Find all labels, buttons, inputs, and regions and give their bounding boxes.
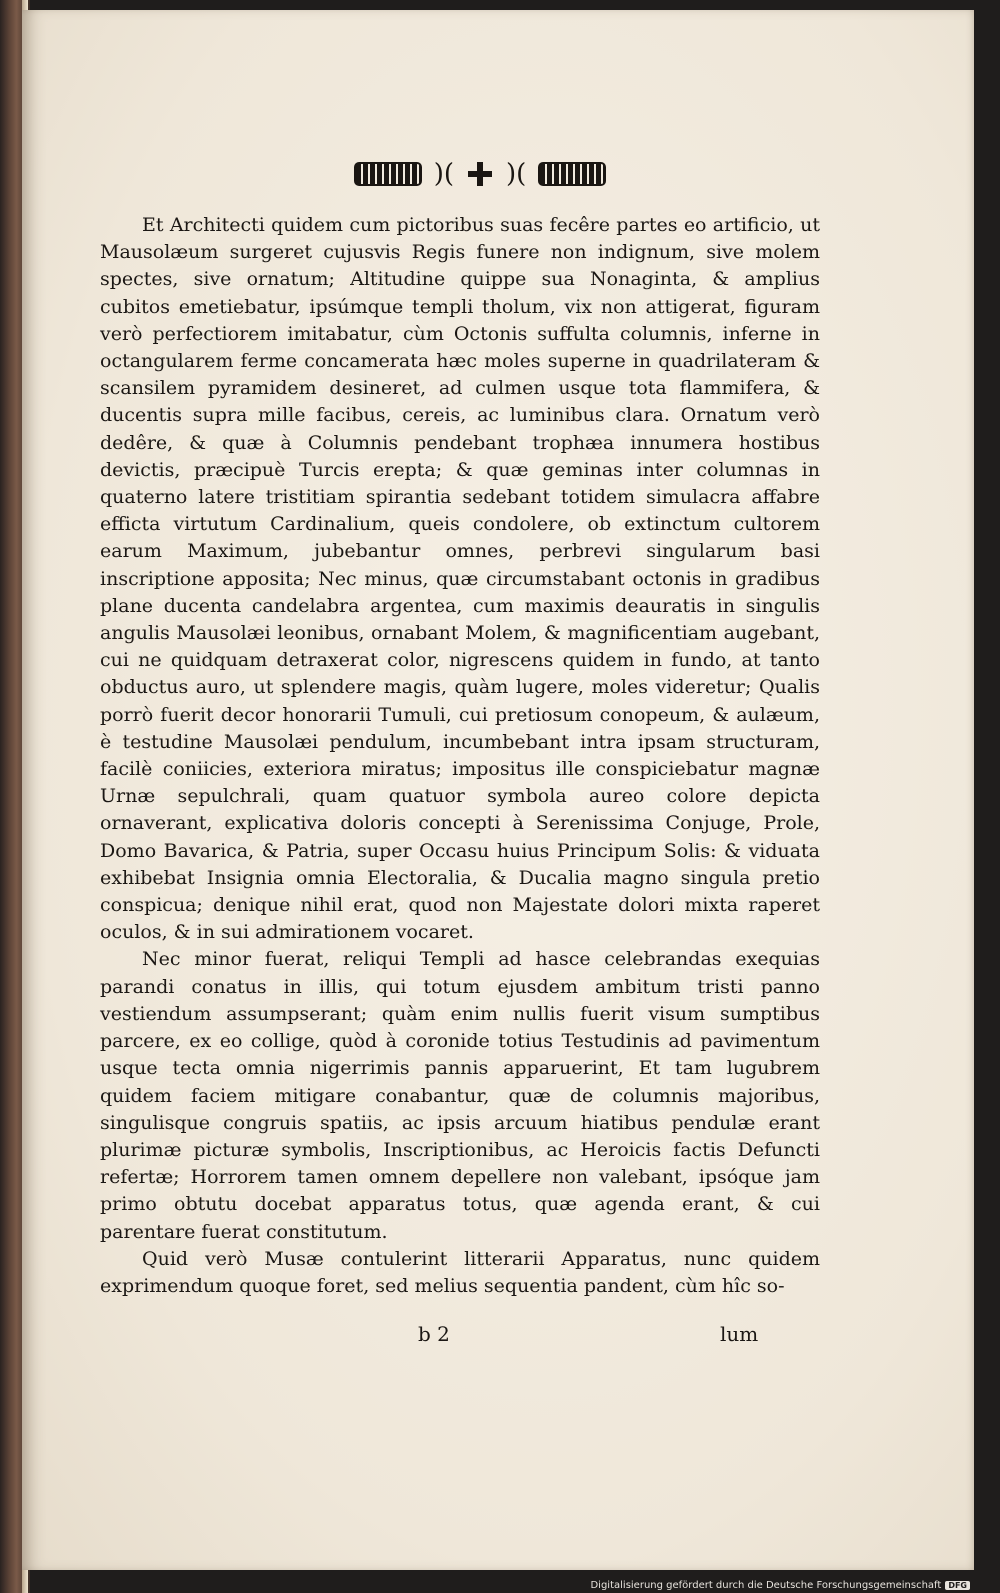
header-ornament [330, 158, 630, 190]
dfg-logo-icon: DFG [945, 1581, 970, 1590]
body-text [100, 212, 820, 1300]
paragraph-2: Nec minor fuerat, reliqui Templi ad hasce celebrandas exequias parandi conatus in illis, qui totum ejusdem ambitum tristi panno vestiendum assumpserant; quàm enim nullis fuerit visum sumptibus parcere, ex eo collige, quòd à coronide totius Testudinis ad pavimentum usque tecta omnia nigerrimis pannis apparuerint, Et tam lugubrem quidem faciem mitigare conabantur, quæ de columnis majoribus, singulisque congruis spatiis, ac ipsis arcuum hiatibus pendulæ erant plurimæ picturæ symbolis, Inscriptionibus, ac Heroicis factis Defuncti refertæ; Horrorem tamen omnem depellere non valebant, ipsóque jam primo obtutu docebat apparatus totus, quæ agenda erant, & cui parentare fuerat constitutum. [100, 948, 820, 1243]
credit-text: Digitalisierung gefördert durch die Deutsche Forschungsgemeinschaft [590, 1580, 942, 1591]
digitization-credit [590, 1580, 970, 1591]
ornament-bracket-right-icon: )( [506, 159, 527, 189]
ornament-band-left-icon [356, 164, 420, 184]
paragraph-3: Quid verò Musæ contulerint litterarii Apparatus, nunc quidem exprimendum quoque foret, sed melius sequentia pandent, cùm hîc so- [100, 1247, 820, 1297]
catchword: lum [720, 1322, 759, 1346]
paragraph-1: Et Architecti quidem cum pictoribus suas fecêre partes eo artificio, ut Mausolæum surgeret cujusvis Regis funere non indignum, sive molem spectes, sive ornatum; Altitudine quippe sua Nonaginta, & amplius cubitos emetiebatur, ipsúmque templi tholum, vix non attigerat, figuram verò perfectiorem imitabatur, cùm Octonis suffulta columnis, inferne in octangularem ferme concamerata hæc moles superne in quadrilateram & scansilem pyramidem desineret, ad culmen usque tota flammifera, & ducentis supra mille facibus, cereis, ac luminibus clara. Ornatum verò dedêre, & quæ à Columnis pendebant trophæa innumera hostibus devictis, præcipuè Turcis erepta; & quæ geminas inter columnas in quaterno latere tristitiam spirantia sedebant totidem simulacra affabre efficta virtutum Cardinalium, queis condolere, ob extinctum cultorem earum Maximum, jubebantur omnes, perbrevi singularum basi inscriptione apposita; Nec minus, quæ circumstabant octonis in gradibus plane ducenta candelabra argentea, cum maximis deauratis in singulis angulis Mausolæi leonibus, ornabant Molem, & magnificentiam augebant, cui ne quidquam detraxerat color, nigrescens quidem in fundo, at tanto obductus auro, ut splendere magis, quàm lugere, moles videretur; Qualis porrò fuerit decor honorarii Tumuli, cui pretiosum conopeum, & aulæum, è testudine Mausolæi pendulum, incumbebant intra ipsam structuram, facilè coniicies, exteriora miratus; impositus ille conspiciebatur magnæ Urnæ sepulchrali, quam quatuor symbola aureo colore depicta ornaverant, explicativa doloris concepti à Serenissima Conjuge, Prole, Domo Bavarica, & Patria, super Occasu huius Principum Solis: & viduata exhibebat Insignia omnia Electoralia, & Ducalia magno singula pretio conspicua; denique nihil erat, quod non Majestate dolori mixta raperet oculos, & in sui admirationem vocaret. [100, 214, 820, 944]
ornament-band-right-icon [540, 164, 604, 184]
signature-mark: b 2 [418, 1322, 450, 1346]
ornament-bracket-left-icon: )( [433, 159, 454, 189]
ornament-cross-icon [468, 162, 492, 186]
